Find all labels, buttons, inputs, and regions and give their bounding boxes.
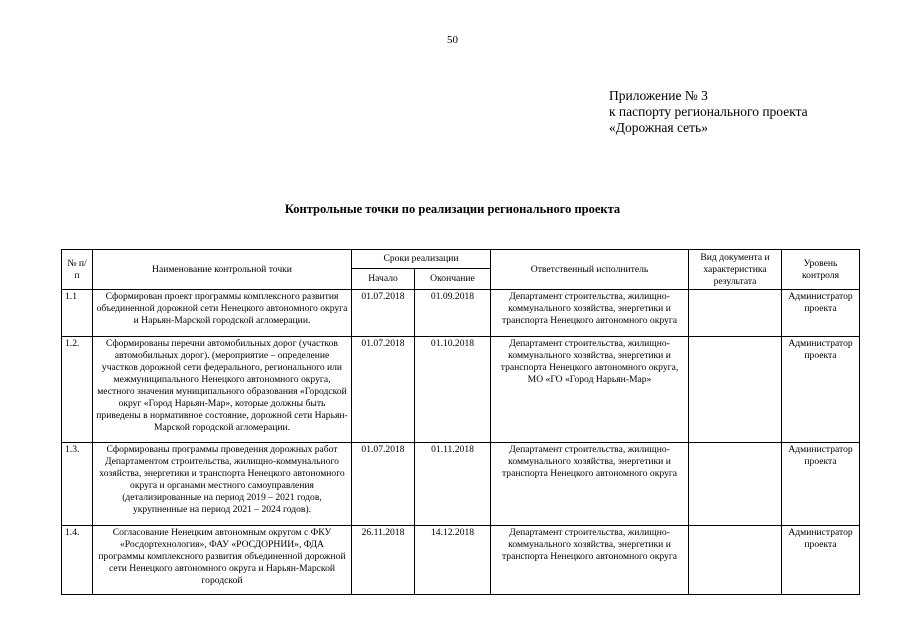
header-document: Вид документа и характеристика результата — [689, 250, 782, 290]
control-points-table — [61, 249, 860, 595]
table-row — [62, 337, 860, 443]
row-end: 14.12.2018 — [415, 526, 491, 595]
row-num: 1.2. — [62, 337, 93, 443]
document-title: Контрольные точки по реализации регионального проекта — [284, 202, 621, 216]
header-end: Окончание — [415, 269, 491, 290]
row-document — [689, 337, 782, 443]
table-header-row — [62, 250, 860, 269]
appendix-note — [609, 88, 808, 136]
table-row — [62, 443, 860, 526]
header-num: № п/п — [62, 250, 93, 290]
row-control: Администратор проекта — [782, 443, 860, 526]
row-document — [689, 443, 782, 526]
row-executor: Департамент строительства, жилищно-коммунального хозяйства, энергетики и транспорта Ненецкого автономного округа, МО «ГО «Город Нарьян-Мар» — [491, 337, 689, 443]
row-control: Администратор проекта — [782, 526, 860, 595]
page-number: 50 — [447, 34, 458, 46]
row-name: Сформированы перечни автомобильных дорог (участков автомобильных дорог). (мероприятие – определение участков дорожной сети федерального, регионального или межмуниципального Ненецкого автономного округа, местного значения муниципального образования «Городской округ «Город Нарьян-Мар», которые должны быть приведены в нормативное состояние, дорожной сети Нарьян-Марской городской агломерации. — [93, 337, 352, 443]
row-document — [689, 526, 782, 595]
row-document — [689, 290, 782, 337]
row-start: 01.07.2018 — [352, 443, 415, 526]
header-executor: Ответственный исполнитель — [491, 250, 689, 290]
row-start: 01.07.2018 — [352, 337, 415, 443]
table-row — [62, 526, 860, 595]
row-name: Сформированы программы проведения дорожных работ Департаментом строительства, жилищно-коммунального хозяйства, энергетики и транспорта Ненецкого автономного округа и органами местного самоуправления (детализированные на период 2019 – 2021 годов, укрупненные на период 2021 – 2024 годов). — [93, 443, 352, 526]
row-num: 1.4. — [62, 526, 93, 595]
row-end: 01.10.2018 — [415, 337, 491, 443]
appendix-line-1: Приложение № 3 — [609, 88, 708, 103]
row-executor: Департамент строительства, жилищно-коммунального хозяйства, энергетики и транспорта Ненецкого автономного округа — [491, 443, 689, 526]
row-name: Согласование Ненецким автономным округом с ФКУ «Росдортехнология», ФАУ «РОСДОРНИИ», ФДА программы комплексного развития объединенной дорожной сети Ненецкого автономного округа и Нарьян-Марской городской — [93, 526, 352, 595]
appendix-line-3: «Дорожная сеть» — [609, 120, 708, 135]
row-control: Администратор проекта — [782, 337, 860, 443]
header-start: Начало — [352, 269, 415, 290]
row-end: 01.11.2018 — [415, 443, 491, 526]
row-executor: Департамент строительства, жилищно-коммунального хозяйства, энергетики и транспорта Ненецкого автономного округа — [491, 290, 689, 337]
row-control: Администратор проекта — [782, 290, 860, 337]
header-control: Уровень контроля — [782, 250, 860, 290]
header-period: Сроки реализации — [352, 250, 491, 269]
row-start: 01.07.2018 — [352, 290, 415, 337]
row-end: 01.09.2018 — [415, 290, 491, 337]
row-name: Сформирован проект программы комплексного развития объединенной дорожной сети Ненецкого автономного округа и Нарьян-Марской городской агломерации. — [93, 290, 352, 337]
header-name: Наименование контрольной точки — [93, 250, 352, 290]
row-executor: Департамент строительства, жилищно-коммунального хозяйства, энергетики и транспорта Ненецкого автономного округа — [491, 526, 689, 595]
row-num: 1.1 — [62, 290, 93, 337]
table-row — [62, 290, 860, 337]
row-start: 26.11.2018 — [352, 526, 415, 595]
appendix-line-2: к паспорту регионального проекта — [609, 104, 808, 119]
row-num: 1.3. — [62, 443, 93, 526]
